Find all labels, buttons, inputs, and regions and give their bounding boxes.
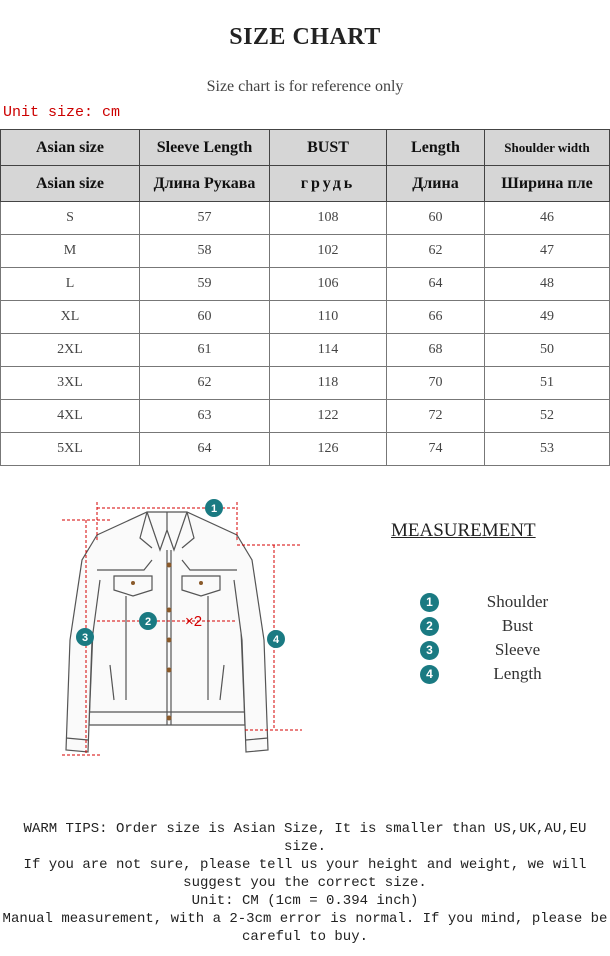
table-cell: 4XL xyxy=(1,400,140,433)
table-row xyxy=(1,235,610,268)
table-cell: 53 xyxy=(485,433,610,466)
tips-line: Unit: CM (1cm = 0.394 inch) xyxy=(191,893,419,909)
table-cell: 60 xyxy=(387,202,485,235)
marker-label: 3 xyxy=(81,632,89,644)
table-cell: 106 xyxy=(270,268,387,301)
table-cell: 50 xyxy=(485,334,610,367)
measurement-title: MEASUREMENT xyxy=(391,520,536,541)
table-cell: 59 xyxy=(140,268,270,301)
table-cell: 64 xyxy=(140,433,270,466)
table-cell: 58 xyxy=(140,235,270,268)
table-cell: 5XL xyxy=(1,433,140,466)
legend-number: 2 xyxy=(420,617,439,636)
table-cell: 2XL xyxy=(1,334,140,367)
header-cell: Длина Рукава xyxy=(140,166,270,202)
legend-label: Shoulder xyxy=(486,592,549,611)
table-cell: 108 xyxy=(270,202,387,235)
legend-item xyxy=(420,614,590,638)
table-row xyxy=(1,334,610,367)
legend-item xyxy=(420,638,590,662)
table-cell: 114 xyxy=(270,334,387,367)
table-cell: XL xyxy=(1,301,140,334)
legend-label: Sleeve xyxy=(494,640,541,659)
table-row xyxy=(1,202,610,235)
tips-line: Manual measurement, with a 2-3cm error is normal. If you mind, please be careful to buy. xyxy=(2,911,608,945)
marker-label: 4 xyxy=(272,634,280,646)
legend-item xyxy=(420,590,590,614)
header-cell: Sleeve Length xyxy=(140,130,270,166)
marker-1 xyxy=(205,499,223,517)
header-cell: Ширина пле xyxy=(485,166,610,202)
header-cell: BUST xyxy=(270,130,387,166)
table-cell: 126 xyxy=(270,433,387,466)
table-cell: 49 xyxy=(485,301,610,334)
warm-tips xyxy=(0,820,610,946)
table-cell: 68 xyxy=(387,334,485,367)
legend-item xyxy=(420,662,590,686)
tips-line: WARM TIPS: Order size is Asian Size, It is smaller than US,UK,AU,EU size. xyxy=(23,821,587,855)
size-table xyxy=(0,129,610,466)
legend-number: 3 xyxy=(420,641,439,660)
table-cell: L xyxy=(1,268,140,301)
table-cell: 48 xyxy=(485,268,610,301)
page-subtitle: Size chart is for reference only xyxy=(206,78,404,95)
legend-label: Bust xyxy=(501,616,534,635)
table-cell: 102 xyxy=(270,235,387,268)
table-cell: 52 xyxy=(485,400,610,433)
unit-label: Unit size: cm xyxy=(3,104,121,121)
header-cell: Asian size xyxy=(1,130,140,166)
marker-4 xyxy=(267,630,285,648)
table-header-row-en xyxy=(1,130,610,166)
table-cell: 110 xyxy=(270,301,387,334)
header-cell: грудь xyxy=(270,166,387,202)
page-title: SIZE CHART xyxy=(229,24,381,50)
measurement-legend xyxy=(420,590,590,686)
table-cell: 46 xyxy=(485,202,610,235)
marker-label: 2 xyxy=(144,616,152,628)
jacket-outline xyxy=(66,512,268,752)
legend-number: 1 xyxy=(420,593,439,612)
table-cell: 74 xyxy=(387,433,485,466)
table-cell: 57 xyxy=(140,202,270,235)
table-row xyxy=(1,301,610,334)
header-cell: Длина xyxy=(387,166,485,202)
table-row xyxy=(1,367,610,400)
table-cell: 60 xyxy=(140,301,270,334)
table-cell: 62 xyxy=(140,367,270,400)
table-cell: 72 xyxy=(387,400,485,433)
table-cell: M xyxy=(1,235,140,268)
table-cell: S xyxy=(1,202,140,235)
legend-number: 4 xyxy=(420,665,439,684)
bust-multiplier: ×2 xyxy=(185,613,203,630)
marker-3 xyxy=(76,628,94,646)
header-cell: Asian size xyxy=(1,166,140,202)
table-row xyxy=(1,433,610,466)
table-cell: 118 xyxy=(270,367,387,400)
table-cell: 63 xyxy=(140,400,270,433)
header-cell: Length xyxy=(387,130,485,166)
table-row xyxy=(1,268,610,301)
table-cell: 66 xyxy=(387,301,485,334)
marker-2 xyxy=(139,612,157,630)
table-row xyxy=(1,400,610,433)
table-cell: 47 xyxy=(485,235,610,268)
table-cell: 122 xyxy=(270,400,387,433)
tips-line: If you are not sure, please tell us your height and weight, we will suggest you the correct size. xyxy=(23,857,587,891)
table-cell: 64 xyxy=(387,268,485,301)
table-cell: 3XL xyxy=(1,367,140,400)
table-cell: 62 xyxy=(387,235,485,268)
table-cell: 61 xyxy=(140,334,270,367)
jacket-diagram xyxy=(52,490,312,790)
table-cell: 70 xyxy=(387,367,485,400)
table-cell: 51 xyxy=(485,367,610,400)
legend-label: Length xyxy=(493,664,542,683)
header-cell: Shoulder width xyxy=(485,130,610,166)
marker-label: 1 xyxy=(210,503,218,515)
table-header-row-ru xyxy=(1,166,610,202)
